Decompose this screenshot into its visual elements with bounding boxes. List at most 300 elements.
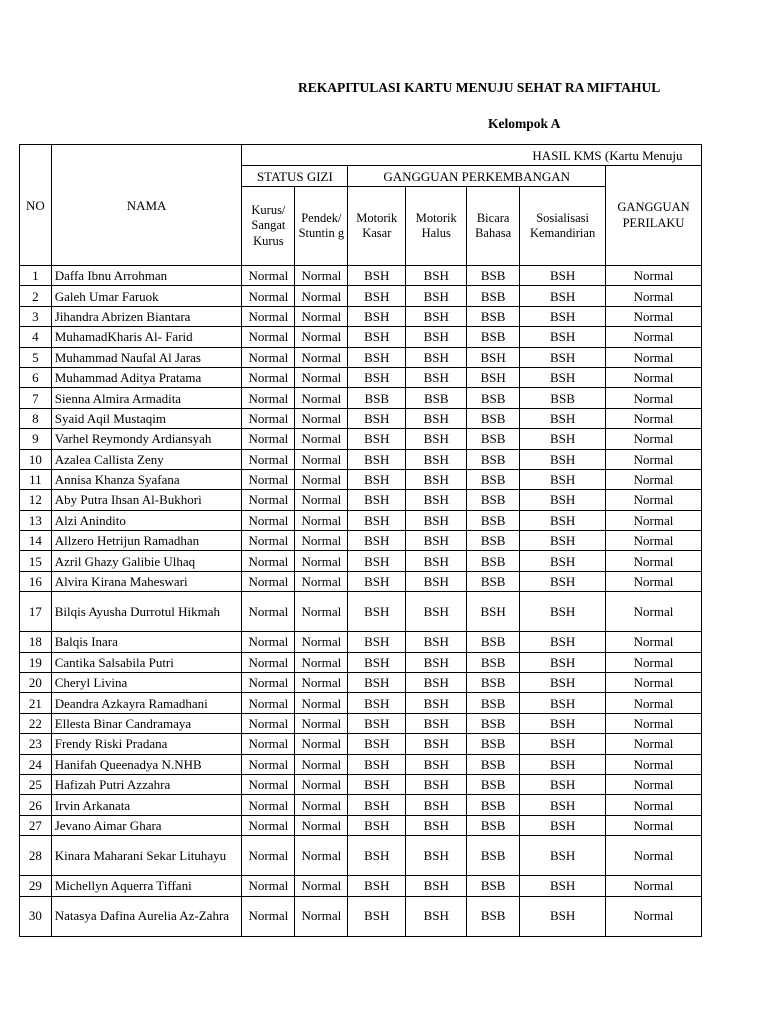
row-status-pendek: Normal (295, 795, 348, 815)
row-status-pendek: Normal (295, 896, 348, 936)
row-nama: Natasya Dafina Aurelia Az-Zahra (51, 896, 242, 936)
table-row (20, 327, 702, 347)
row-nama: Aby Putra Ihsan Al-Bukhori (51, 490, 242, 510)
row-status-kurus: Normal (242, 490, 295, 510)
document-title: REKAPITULASI KARTU MENUJU SEHAT RA MIFTAHUL (298, 80, 661, 95)
row-nama: Alzi Anindito (51, 510, 242, 530)
row-gangguan-perilaku: Normal (606, 571, 702, 591)
row-no: 2 (20, 286, 52, 306)
row-motorik-kasar: BSH (348, 367, 406, 387)
row-gangguan-perilaku: Normal (606, 592, 702, 632)
table-row (20, 592, 702, 632)
row-status-pendek: Normal (295, 592, 348, 632)
row-sosialisasi: BSH (520, 469, 606, 489)
row-nama: Bilqis Ayusha Durrotul Hikmah (51, 592, 242, 632)
row-status-kurus: Normal (242, 551, 295, 571)
row-no: 27 (20, 815, 52, 835)
row-nama: Frendy Riski Pradana (51, 734, 242, 754)
row-motorik-kasar: BSH (348, 592, 406, 632)
row-status-kurus: Normal (242, 449, 295, 469)
row-sosialisasi: BSH (520, 673, 606, 693)
row-gangguan-perilaku: Normal (606, 876, 702, 896)
row-motorik-kasar: BSH (348, 429, 406, 449)
table-row (20, 306, 702, 326)
row-gangguan-perilaku: Normal (606, 469, 702, 489)
row-status-pendek: Normal (295, 490, 348, 510)
row-sosialisasi: BSH (520, 774, 606, 794)
row-status-kurus: Normal (242, 632, 295, 652)
row-status-kurus: Normal (242, 876, 295, 896)
row-nama: Sienna Almira Armadita (51, 388, 242, 408)
row-status-pendek: Normal (295, 693, 348, 713)
row-motorik-halus: BSH (406, 408, 467, 428)
row-sosialisasi: BSH (520, 367, 606, 387)
row-sosialisasi: BSB (520, 388, 606, 408)
row-sosialisasi: BSH (520, 592, 606, 632)
row-gangguan-perilaku: Normal (606, 795, 702, 815)
row-sosialisasi: BSH (520, 306, 606, 326)
row-motorik-kasar: BSH (348, 795, 406, 815)
row-sosialisasi: BSH (520, 836, 606, 876)
row-status-pendek: Normal (295, 429, 348, 449)
row-no: 3 (20, 306, 52, 326)
row-no: 6 (20, 367, 52, 387)
row-motorik-halus: BSH (406, 652, 467, 672)
table-row (20, 693, 702, 713)
row-sosialisasi: BSH (520, 754, 606, 774)
row-bicara-bahasa: BSH (467, 592, 520, 632)
row-motorik-kasar: BSH (348, 306, 406, 326)
row-status-kurus: Normal (242, 429, 295, 449)
row-status-pendek: Normal (295, 327, 348, 347)
row-nama: Jihandra Abrizen Biantara (51, 306, 242, 326)
row-nama: Hanifah Queenadya N.NHB (51, 754, 242, 774)
row-nama: Irvin Arkanata (51, 795, 242, 815)
row-no: 9 (20, 429, 52, 449)
row-status-kurus: Normal (242, 388, 295, 408)
row-status-pendek: Normal (295, 388, 348, 408)
row-bicara-bahasa: BSB (467, 531, 520, 551)
row-status-pendek: Normal (295, 306, 348, 326)
row-motorik-kasar: BSH (348, 652, 406, 672)
row-nama: Michellyn Aquerra Tiffani (51, 876, 242, 896)
row-motorik-halus: BSH (406, 266, 467, 286)
row-sosialisasi: BSH (520, 266, 606, 286)
row-bicara-bahasa: BSB (467, 815, 520, 835)
header-motorik-halus: Motorik Halus (406, 187, 467, 266)
table-row (20, 510, 702, 530)
row-status-kurus: Normal (242, 693, 295, 713)
row-no: 11 (20, 469, 52, 489)
row-motorik-kasar: BSH (348, 836, 406, 876)
row-nama: Deandra Azkayra Ramadhani (51, 693, 242, 713)
row-gangguan-perilaku: Normal (606, 693, 702, 713)
row-bicara-bahasa: BSB (467, 673, 520, 693)
row-status-kurus: Normal (242, 531, 295, 551)
row-gangguan-perilaku: Normal (606, 673, 702, 693)
row-sosialisasi: BSH (520, 693, 606, 713)
row-sosialisasi: BSH (520, 286, 606, 306)
row-no: 8 (20, 408, 52, 428)
row-gangguan-perilaku: Normal (606, 490, 702, 510)
row-gangguan-perilaku: Normal (606, 306, 702, 326)
row-motorik-halus: BSH (406, 367, 467, 387)
header-sosialisasi: Sosialisasi Kemandirian (520, 187, 606, 266)
row-nama: Cantika Salsabila Putri (51, 652, 242, 672)
kms-table (19, 144, 702, 937)
row-status-pendek: Normal (295, 652, 348, 672)
row-sosialisasi: BSH (520, 652, 606, 672)
row-status-kurus: Normal (242, 815, 295, 835)
row-nama: Muhammad Aditya Pratama (51, 367, 242, 387)
row-bicara-bahasa: BSB (467, 266, 520, 286)
row-gangguan-perilaku: Normal (606, 367, 702, 387)
row-motorik-kasar: BSH (348, 347, 406, 367)
row-no: 5 (20, 347, 52, 367)
header-no: NO (20, 145, 52, 266)
row-motorik-halus: BSH (406, 286, 467, 306)
header-nama: NAMA (51, 145, 242, 266)
row-no: 17 (20, 592, 52, 632)
row-motorik-halus: BSH (406, 774, 467, 794)
row-motorik-halus: BSH (406, 531, 467, 551)
row-motorik-halus: BSH (406, 510, 467, 530)
row-no: 10 (20, 449, 52, 469)
row-motorik-kasar: BSH (348, 632, 406, 652)
table-row (20, 429, 702, 449)
row-status-kurus: Normal (242, 327, 295, 347)
row-gangguan-perilaku: Normal (606, 836, 702, 876)
row-motorik-kasar: BSH (348, 286, 406, 306)
row-nama: Daffa Ibnu Arrohman (51, 266, 242, 286)
row-gangguan-perilaku: Normal (606, 734, 702, 754)
row-status-pendek: Normal (295, 836, 348, 876)
row-motorik-kasar: BSH (348, 876, 406, 896)
row-gangguan-perilaku: Normal (606, 510, 702, 530)
row-sosialisasi: BSH (520, 408, 606, 428)
row-status-kurus: Normal (242, 896, 295, 936)
row-no: 28 (20, 836, 52, 876)
row-status-kurus: Normal (242, 774, 295, 794)
row-motorik-halus: BSH (406, 713, 467, 733)
table-row (20, 490, 702, 510)
row-nama: Annisa Khanza Syafana (51, 469, 242, 489)
row-status-kurus: Normal (242, 734, 295, 754)
table-row (20, 734, 702, 754)
row-gangguan-perilaku: Normal (606, 347, 702, 367)
row-nama: Ellesta Binar Candramaya (51, 713, 242, 733)
row-motorik-halus: BSH (406, 449, 467, 469)
row-status-kurus: Normal (242, 469, 295, 489)
row-motorik-kasar: BSB (348, 388, 406, 408)
row-no: 13 (20, 510, 52, 530)
row-gangguan-perilaku: Normal (606, 774, 702, 794)
row-motorik-halus: BSH (406, 693, 467, 713)
row-sosialisasi: BSH (520, 713, 606, 733)
table-row (20, 286, 702, 306)
row-motorik-halus: BSH (406, 734, 467, 754)
row-no: 16 (20, 571, 52, 591)
row-motorik-halus: BSH (406, 490, 467, 510)
row-no: 25 (20, 774, 52, 794)
row-nama: Hafizah Putri Azzahra (51, 774, 242, 794)
row-status-pendek: Normal (295, 571, 348, 591)
row-gangguan-perilaku: Normal (606, 815, 702, 835)
row-motorik-kasar: BSH (348, 510, 406, 530)
row-no: 21 (20, 693, 52, 713)
row-sosialisasi: BSH (520, 632, 606, 652)
row-bicara-bahasa: BSB (467, 388, 520, 408)
row-bicara-bahasa: BSB (467, 693, 520, 713)
table-viewport (19, 144, 702, 944)
row-motorik-halus: BSH (406, 673, 467, 693)
row-gangguan-perilaku: Normal (606, 652, 702, 672)
row-status-pendek: Normal (295, 347, 348, 367)
row-motorik-kasar: BSH (348, 408, 406, 428)
row-sosialisasi: BSH (520, 551, 606, 571)
row-status-kurus: Normal (242, 713, 295, 733)
row-motorik-kasar: BSH (348, 673, 406, 693)
row-status-pendek: Normal (295, 266, 348, 286)
row-status-kurus: Normal (242, 347, 295, 367)
row-motorik-halus: BSH (406, 306, 467, 326)
row-bicara-bahasa: BSB (467, 306, 520, 326)
row-status-kurus: Normal (242, 795, 295, 815)
row-bicara-bahasa: BSB (467, 795, 520, 815)
row-no: 1 (20, 266, 52, 286)
row-motorik-halus: BSH (406, 469, 467, 489)
row-status-pendek: Normal (295, 673, 348, 693)
row-no: 30 (20, 896, 52, 936)
row-gangguan-perilaku: Normal (606, 531, 702, 551)
table-row (20, 815, 702, 835)
row-bicara-bahasa: BSB (467, 713, 520, 733)
row-no: 4 (20, 327, 52, 347)
row-bicara-bahasa: BSB (467, 836, 520, 876)
row-motorik-kasar: BSH (348, 774, 406, 794)
row-motorik-kasar: BSH (348, 266, 406, 286)
header-pendek: Pendek/ Stuntin g (295, 187, 348, 266)
table-body (20, 266, 702, 937)
table-row (20, 896, 702, 936)
header-status-gizi: STATUS GIZI (242, 166, 348, 187)
row-no: 26 (20, 795, 52, 815)
row-gangguan-perilaku: Normal (606, 551, 702, 571)
table-row (20, 449, 702, 469)
row-sosialisasi: BSH (520, 876, 606, 896)
header-motorik-kasar: Motorik Kasar (348, 187, 406, 266)
row-motorik-halus: BSH (406, 632, 467, 652)
row-status-pendek: Normal (295, 734, 348, 754)
row-status-pendek: Normal (295, 449, 348, 469)
table-row (20, 754, 702, 774)
row-gangguan-perilaku: Normal (606, 429, 702, 449)
row-status-pendek: Normal (295, 469, 348, 489)
row-sosialisasi: BSH (520, 815, 606, 835)
row-bicara-bahasa: BSH (467, 367, 520, 387)
row-status-kurus: Normal (242, 367, 295, 387)
row-sosialisasi: BSH (520, 531, 606, 551)
row-gangguan-perilaku: Normal (606, 286, 702, 306)
row-gangguan-perilaku: Normal (606, 408, 702, 428)
row-no: 18 (20, 632, 52, 652)
row-gangguan-perilaku: Normal (606, 449, 702, 469)
row-motorik-kasar: BSH (348, 531, 406, 551)
document-subtitle: Kelompok A (488, 116, 561, 131)
table-row (20, 531, 702, 551)
row-motorik-halus: BSH (406, 347, 467, 367)
row-nama: Galeh Umar Faruok (51, 286, 242, 306)
table-row (20, 367, 702, 387)
row-no: 24 (20, 754, 52, 774)
row-status-pendek: Normal (295, 551, 348, 571)
row-status-pendek: Normal (295, 754, 348, 774)
header-hasil-kms: HASIL KMS (Kartu Menuju (242, 145, 702, 166)
row-motorik-halus: BSB (406, 388, 467, 408)
row-status-pendek: Normal (295, 632, 348, 652)
row-nama: Azril Ghazy Galibie Ulhaq (51, 551, 242, 571)
row-sosialisasi: BSH (520, 571, 606, 591)
row-bicara-bahasa: BSB (467, 571, 520, 591)
table-row (20, 673, 702, 693)
row-gangguan-perilaku: Normal (606, 754, 702, 774)
table-row (20, 836, 702, 876)
row-status-kurus: Normal (242, 408, 295, 428)
row-motorik-halus: BSH (406, 754, 467, 774)
row-sosialisasi: BSH (520, 734, 606, 754)
row-bicara-bahasa: BSB (467, 632, 520, 652)
row-motorik-kasar: BSH (348, 551, 406, 571)
row-status-kurus: Normal (242, 673, 295, 693)
row-no: 19 (20, 652, 52, 672)
row-nama: Muhammad Naufal Al Jaras (51, 347, 242, 367)
row-sosialisasi: BSH (520, 510, 606, 530)
row-sosialisasi: BSH (520, 327, 606, 347)
row-bicara-bahasa: BSB (467, 449, 520, 469)
row-bicara-bahasa: BSB (467, 876, 520, 896)
row-motorik-kasar: BSH (348, 327, 406, 347)
table-row (20, 469, 702, 489)
row-sosialisasi: BSH (520, 795, 606, 815)
row-no: 22 (20, 713, 52, 733)
row-status-kurus: Normal (242, 571, 295, 591)
row-bicara-bahasa: BSB (467, 490, 520, 510)
row-status-pendek: Normal (295, 286, 348, 306)
row-bicara-bahasa: BSB (467, 510, 520, 530)
row-motorik-kasar: BSH (348, 713, 406, 733)
row-bicara-bahasa: BSB (467, 652, 520, 672)
row-status-pendek: Normal (295, 774, 348, 794)
row-bicara-bahasa: BSB (467, 327, 520, 347)
row-bicara-bahasa: BSB (467, 551, 520, 571)
row-sosialisasi: BSH (520, 896, 606, 936)
row-bicara-bahasa: BSB (467, 469, 520, 489)
table-row (20, 347, 702, 367)
row-status-pendek: Normal (295, 815, 348, 835)
row-no: 7 (20, 388, 52, 408)
row-status-kurus: Normal (242, 836, 295, 876)
row-no: 15 (20, 551, 52, 571)
header-gangguan-perkembangan: GANGGUAN PERKEMBANGAN (348, 166, 606, 187)
row-motorik-halus: BSH (406, 551, 467, 571)
row-motorik-halus: BSH (406, 795, 467, 815)
row-gangguan-perilaku: Normal (606, 713, 702, 733)
table-row (20, 408, 702, 428)
row-status-pendek: Normal (295, 876, 348, 896)
row-status-pendek: Normal (295, 510, 348, 530)
row-motorik-kasar: BSH (348, 490, 406, 510)
row-motorik-halus: BSH (406, 429, 467, 449)
table-row (20, 795, 702, 815)
table-row (20, 876, 702, 896)
row-bicara-bahasa: BSB (467, 754, 520, 774)
row-bicara-bahasa: BSB (467, 408, 520, 428)
row-nama: Varhel Reymondy Ardiansyah (51, 429, 242, 449)
row-nama: Syaid Aqil Mustaqim (51, 408, 242, 428)
row-motorik-halus: BSH (406, 571, 467, 591)
row-no: 29 (20, 876, 52, 896)
table-row (20, 713, 702, 733)
row-nama: MuhamadKharis Al- Farid (51, 327, 242, 347)
row-motorik-kasar: BSH (348, 754, 406, 774)
row-sosialisasi: BSH (520, 449, 606, 469)
row-gangguan-perilaku: Normal (606, 388, 702, 408)
row-no: 12 (20, 490, 52, 510)
header-kurus: Kurus/ Sangat Kurus (242, 187, 295, 266)
row-nama: Jevano Aimar Ghara (51, 815, 242, 835)
row-motorik-kasar: BSH (348, 469, 406, 489)
row-motorik-halus: BSH (406, 876, 467, 896)
row-status-kurus: Normal (242, 652, 295, 672)
row-bicara-bahasa: BSB (467, 286, 520, 306)
row-status-kurus: Normal (242, 754, 295, 774)
row-status-pendek: Normal (295, 531, 348, 551)
row-nama: Alvira Kirana Maheswari (51, 571, 242, 591)
header-gangguan-perilaku: GANGGUAN PERILAKU (606, 166, 702, 266)
row-bicara-bahasa: BSH (467, 347, 520, 367)
row-nama: Balqis Inara (51, 632, 242, 652)
row-motorik-kasar: BSH (348, 693, 406, 713)
row-gangguan-perilaku: Normal (606, 266, 702, 286)
row-status-kurus: Normal (242, 286, 295, 306)
row-motorik-kasar: BSH (348, 815, 406, 835)
row-gangguan-perilaku: Normal (606, 632, 702, 652)
table-row (20, 632, 702, 652)
table-row (20, 266, 702, 286)
row-status-kurus: Normal (242, 266, 295, 286)
row-sosialisasi: BSH (520, 429, 606, 449)
row-sosialisasi: BSH (520, 347, 606, 367)
row-status-pendek: Normal (295, 367, 348, 387)
row-motorik-halus: BSH (406, 592, 467, 632)
row-nama: Allzero Hetrijun Ramadhan (51, 531, 242, 551)
row-nama: Azalea Callista Zeny (51, 449, 242, 469)
row-status-kurus: Normal (242, 592, 295, 632)
table-row (20, 388, 702, 408)
row-bicara-bahasa: BSB (467, 896, 520, 936)
table-row (20, 652, 702, 672)
row-bicara-bahasa: BSB (467, 774, 520, 794)
row-bicara-bahasa: BSB (467, 734, 520, 754)
row-status-kurus: Normal (242, 306, 295, 326)
row-no: 20 (20, 673, 52, 693)
row-status-kurus: Normal (242, 510, 295, 530)
row-bicara-bahasa: BSB (467, 429, 520, 449)
table-row (20, 551, 702, 571)
row-sosialisasi: BSH (520, 490, 606, 510)
row-motorik-halus: BSH (406, 815, 467, 835)
row-motorik-kasar: BSH (348, 571, 406, 591)
